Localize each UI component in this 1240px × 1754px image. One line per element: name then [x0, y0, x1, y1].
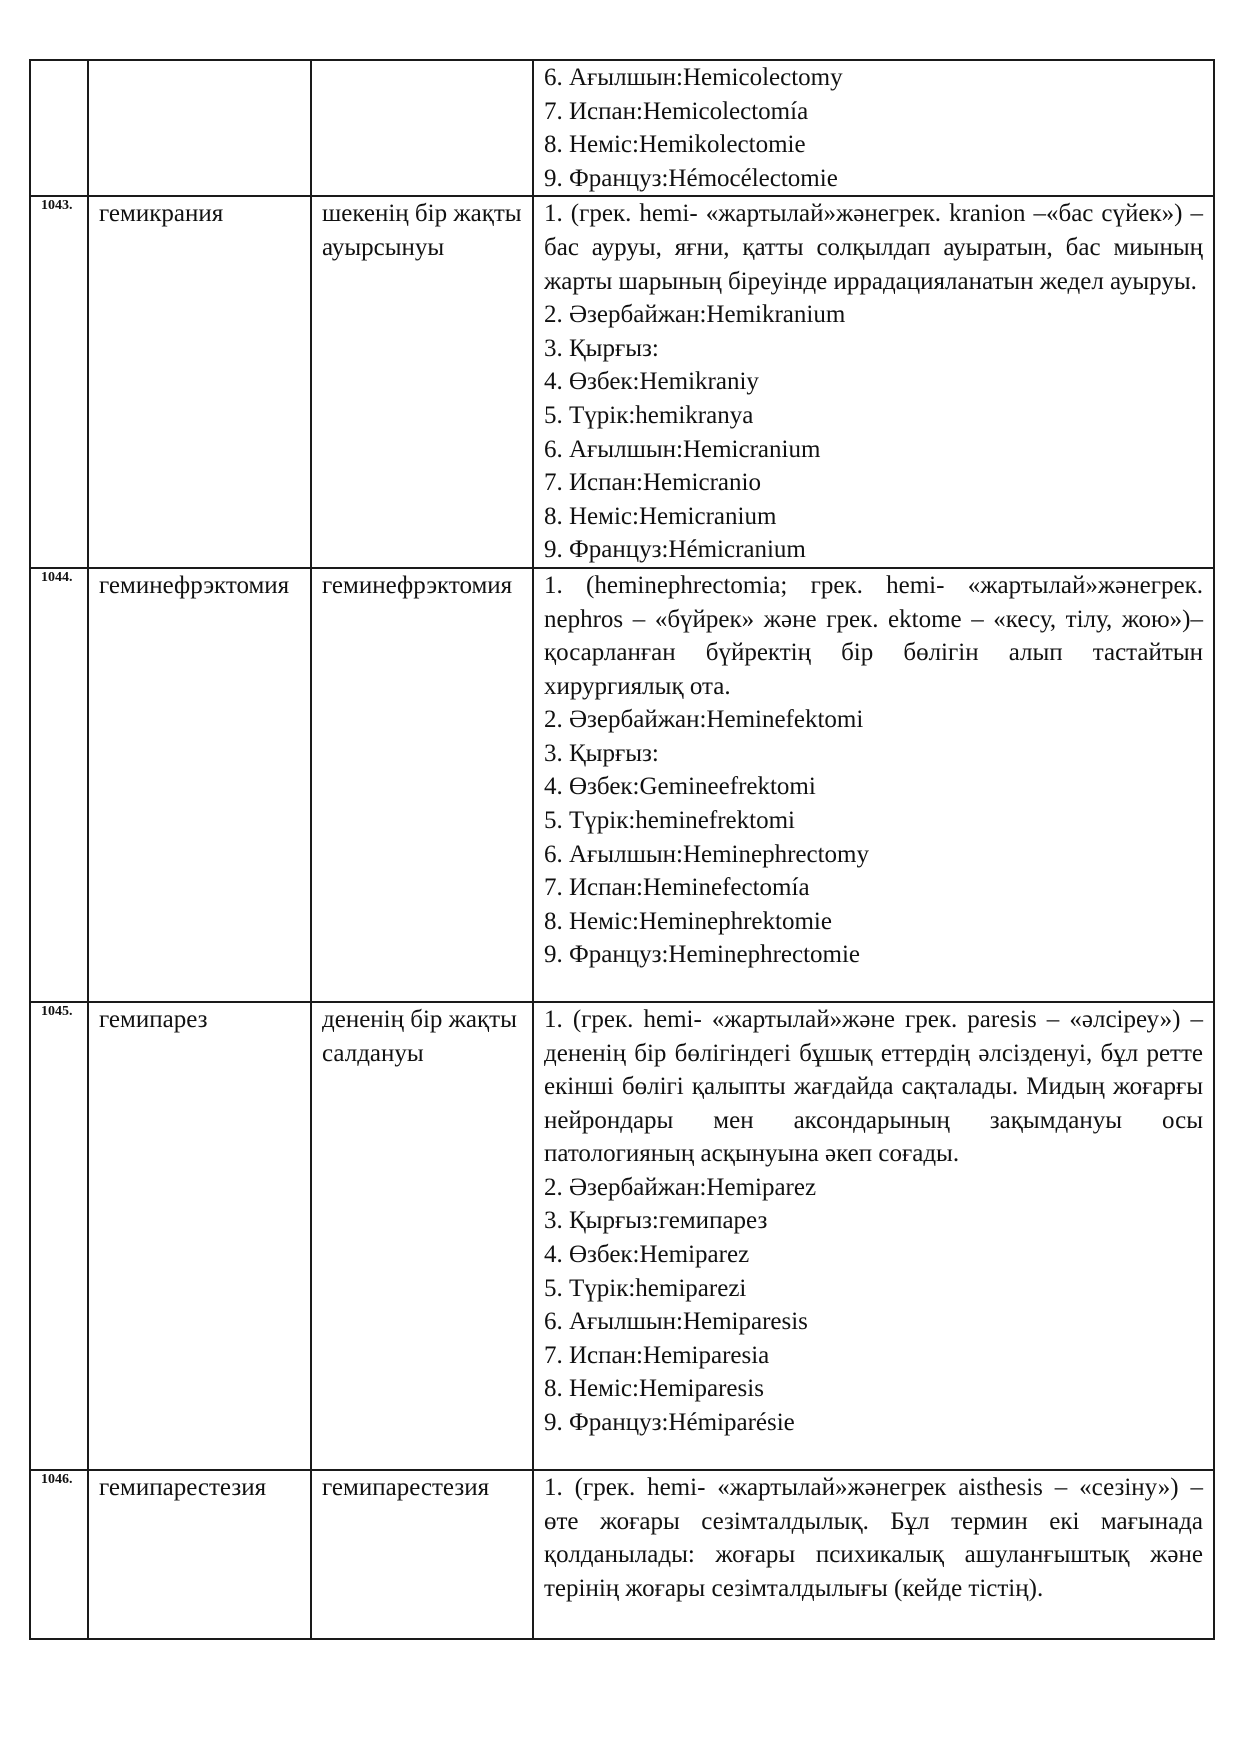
- table-row: [30, 1470, 1214, 1639]
- entry-term: гемипарестезия: [88, 1470, 311, 1639]
- lang-line: 8. Неміс:Hemikolectomie: [544, 131, 806, 159]
- lang-line: 7. Испан:Hemicolectomía: [544, 97, 809, 125]
- lang-line: 9. Француз:Hémicranium: [544, 536, 806, 564]
- lang-line: 5. Түрік:hemiparezi: [544, 1274, 747, 1302]
- lang-line: 7. Испан:Hemicranio: [544, 469, 761, 497]
- entry-definition-cell: [533, 1002, 1214, 1470]
- entry-definition-cell: [533, 1470, 1214, 1639]
- entry-definition-cell: [533, 60, 1214, 196]
- entry-term: гемипарез: [88, 1002, 311, 1470]
- table-row: [30, 568, 1214, 1002]
- entry-definition: 1. (грек. hemi- «жартылай»жәнегрек aisthesis – «сезіну») – өте жоғары сезімталдылық. Бұл термин екі мағынада қолданылады: жоғары психикалық ашуланғыштық және терінің жоғары сезімталдылығы (кейде тістің).: [544, 1473, 1203, 1602]
- entry-number: [30, 60, 88, 196]
- lang-line: 6. Ағылшын:Heminephrectomy: [544, 840, 869, 868]
- entry-definition: 1. (грек. hemi- «жартылай»жәнегрек. kranion –«бас сүйек») – бас ауруы, яғни, қатты солқылдап ауыратын, бас миының жарты шарының біреуінде иррадацияланатын жедел ауыруы.: [544, 200, 1203, 295]
- lang-line: 8. Неміс:Hemiparesis: [544, 1375, 764, 1403]
- entry-definition-cell: [533, 196, 1214, 568]
- lang-line: 2. Әзербайжан:Heminefektomi: [544, 706, 864, 734]
- lang-line: 9. Француз:Hémocélectomie: [544, 164, 838, 192]
- lang-line: 8. Неміс:Heminephrektomie: [544, 907, 832, 935]
- entry-translation: [311, 60, 533, 196]
- lang-line: 2. Әзербайжан:Hemiparez: [544, 1173, 817, 1201]
- dictionary-table: [29, 59, 1215, 1640]
- lang-line: 4. Өзбек:Hemikraniy: [544, 368, 759, 396]
- entry-translation: гемипарестезия: [311, 1470, 533, 1639]
- entry-term: геминефрэктомия: [88, 568, 311, 1002]
- table-row: [30, 196, 1214, 568]
- lang-line: 5. Түрік:hemikranya: [544, 401, 754, 429]
- entry-term: [88, 60, 311, 196]
- lang-line: 4. Өзбек:Hemiparez: [544, 1241, 750, 1269]
- lang-line: 6. Ағылшын:Hemicranium: [544, 435, 821, 463]
- lang-line: 6. Ағылшын:Hemicolectomy: [544, 64, 843, 91]
- lang-line: 7. Испан:Heminefectomía: [544, 874, 810, 902]
- lang-line: 9. Француз:Hémiparésie: [544, 1409, 795, 1437]
- entry-number: 1045.: [30, 1002, 88, 1470]
- entry-translation: дененің бір жақты салдануы: [311, 1002, 533, 1470]
- entry-translation: шекенің бір жақты ауырсынуы: [311, 196, 533, 568]
- table-row: [30, 1002, 1214, 1470]
- entry-term: гемикрания: [88, 196, 311, 568]
- lang-line: 7. Испан:Hemiparesia: [544, 1341, 770, 1369]
- entry-number: 1046.: [30, 1470, 88, 1639]
- entry-translation: геминефрэктомия: [311, 568, 533, 1002]
- lang-line: 5. Түрік:heminefrektomi: [544, 807, 795, 835]
- entry-number: 1043.: [30, 196, 88, 568]
- lang-line: 8. Неміс:Hemicranium: [544, 502, 777, 530]
- entry-definition: 1. (грек. hemi- «жартылай»және грек. paresis – «әлсіреу») – дененің бір бөлігіндегі бұшық еттердің әлсізденуі, бұл ретте екінші бөлігі қалыпты жағдайда сақталады. Мидың жоғарғы нейрондары мен аксондарының зақымдануы осы патологияның асқынуына әкеп соғады.: [544, 1005, 1203, 1168]
- lang-line: 3. Қырғыз:: [544, 334, 659, 362]
- lang-line: 4. Өзбек:Gemineefrektomi: [544, 773, 816, 801]
- lang-line: 9. Француз:Heminephrectomie: [544, 941, 861, 969]
- lang-line: 3. Қырғыз:гемипарез: [544, 1207, 768, 1235]
- entry-definition-cell: [533, 568, 1214, 1002]
- table-row: [30, 60, 1214, 196]
- lang-line: 3. Қырғыз:: [544, 739, 659, 767]
- lang-line: 2. Әзербайжан:Hemikranium: [544, 301, 846, 329]
- lang-line: 6. Ағылшын:Hemiparesis: [544, 1308, 808, 1336]
- entry-number: 1044.: [30, 568, 88, 1002]
- entry-definition: 1. (heminephrectomia; грек. hemi- «жартылай»жәнегрек. nephros – «бүйрек» және грек. ektome – «кесу, тілу, жою»)– қосарланған бүйректің бір бөлігін алып тастайтын хирургиялық ота.: [544, 571, 1203, 700]
